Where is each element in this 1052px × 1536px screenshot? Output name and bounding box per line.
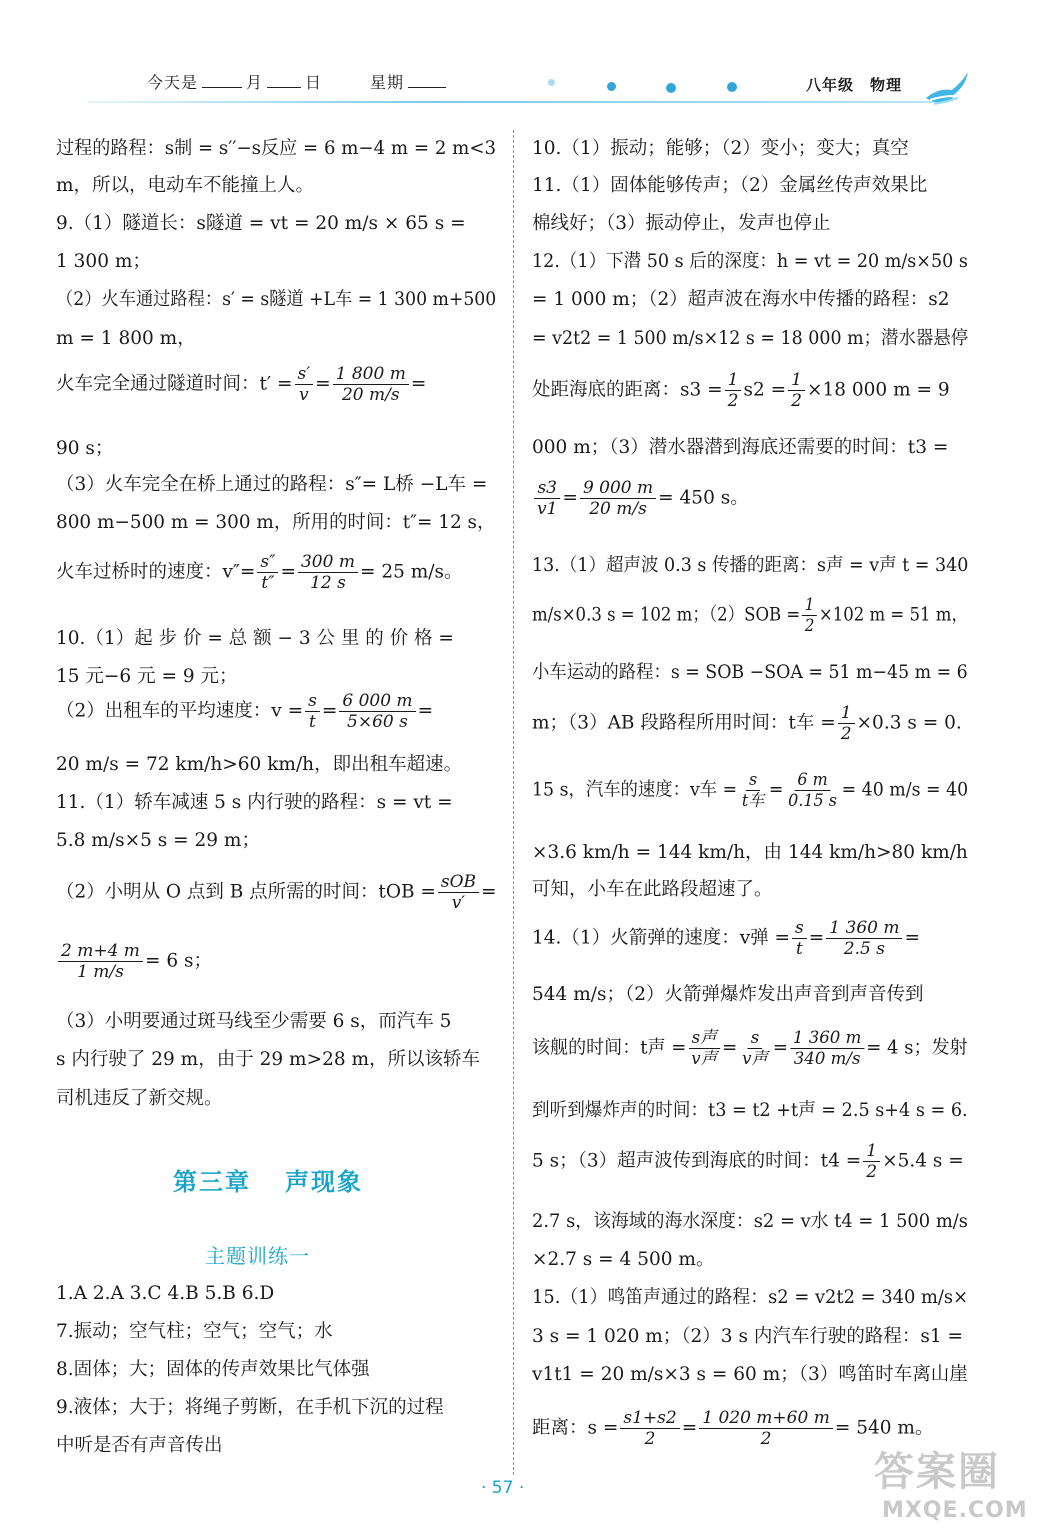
text-line xyxy=(532,878,773,902)
text-line xyxy=(532,327,968,351)
text-line xyxy=(56,1010,451,1034)
weekday-blank xyxy=(408,72,446,88)
watermark-url: MXQE.COM xyxy=(882,1498,1028,1523)
line-middle: = xyxy=(562,487,578,509)
line-text: 司机违反了新交规。 xyxy=(56,1088,223,1109)
fraction-denominator: 1 m/s xyxy=(77,962,124,982)
text-line xyxy=(532,703,962,744)
line-text: 可知，小车在此路段超速了。 xyxy=(532,879,773,900)
line-middle: = xyxy=(768,779,784,801)
text-line xyxy=(532,436,948,460)
today-label: 今天是 xyxy=(147,73,199,92)
fraction xyxy=(699,1408,833,1449)
weekday-label: 星期 xyxy=(370,73,405,92)
text-line xyxy=(56,753,462,777)
text-line xyxy=(532,1210,968,1234)
text-line xyxy=(532,1286,968,1310)
line-text: m，所以，电动车不能撞上人。 xyxy=(56,175,315,196)
line-text: v1t1 = 20 m/s×3 s = 60 m；（3）鸣笛时车离山崖 xyxy=(532,1364,968,1385)
fraction-numerator: 1 360 m xyxy=(826,918,902,939)
fraction xyxy=(792,918,807,959)
chapter-title: 声现象 xyxy=(285,1168,363,1196)
line-text: 小车运动的路程：s = SOB −SOA = 51 m−45 m = 6 xyxy=(532,662,968,683)
chapter-number: 第三章 xyxy=(173,1168,251,1196)
fraction-denominator: 340 m/s xyxy=(793,1049,861,1069)
line-text: 1.A 2.A 3.C 4.B 5.B 6.D xyxy=(56,1283,275,1304)
line-suffix: = 540 m。 xyxy=(834,1417,934,1439)
fraction xyxy=(863,1141,880,1182)
line-text: = 1 000 m；（2）超声波在海水中传播的路程：s2 xyxy=(532,289,950,310)
section-subtitle: 主题训练一 xyxy=(205,1244,310,1268)
text-line xyxy=(56,627,454,651)
fraction-numerator: 1 xyxy=(802,595,817,616)
fraction-numerator: s xyxy=(748,1028,762,1049)
grade-subject-label: 八年级 物理 xyxy=(806,76,903,94)
line-suffix: = 40 m/s = 40 xyxy=(841,779,969,801)
line-text: 棉线好；（3）振动停止，发声也停止 xyxy=(532,213,831,234)
month-label: 月 xyxy=(246,73,264,92)
fraction-denominator: v声 xyxy=(742,1049,769,1069)
line-text: 000 m；（3）潜水器潜到海底还需要的时间：t3 = xyxy=(532,437,949,458)
fraction-numerator: 1 xyxy=(863,1141,880,1162)
fraction-numerator: s3 xyxy=(534,478,560,499)
line-text: 8.固体；大；固体的传声效果比气体强 xyxy=(56,1359,370,1380)
decor-dot xyxy=(548,79,555,86)
line-text: （3）小明要通过斑马线至少需要 6 s，而汽车 5 xyxy=(56,1011,452,1032)
text-line xyxy=(56,174,314,198)
text-line xyxy=(56,137,496,161)
line-text: 10.（1）振动；能够；（2）变小；变大；真空 xyxy=(532,138,909,159)
text-line xyxy=(56,941,212,982)
fraction-denominator: t xyxy=(795,939,803,959)
line-middle: s2 = xyxy=(743,379,787,401)
text-line xyxy=(56,364,426,405)
text-line xyxy=(56,791,453,815)
line-text: 2.7 s，该海域的海水深度：s2 = v水 t4 = 1 500 m/s xyxy=(532,1211,968,1232)
text-line xyxy=(56,511,495,535)
fraction xyxy=(739,770,767,811)
text-line xyxy=(532,1099,968,1123)
text-line xyxy=(532,478,749,519)
line-text: 11.（1）固体能够传声；（2）金属丝传声效果比 xyxy=(532,175,928,196)
watermark-text: 答案圈 xyxy=(874,1449,1000,1495)
line-text: 7.振动；空气柱；空气；空气；水 xyxy=(56,1321,333,1342)
fraction-numerator: 2 m+4 m xyxy=(58,941,143,962)
chapter-heading xyxy=(173,1162,363,1197)
fraction-denominator: 2 xyxy=(866,1162,878,1182)
text-line xyxy=(532,1363,968,1387)
text-line xyxy=(532,1141,964,1182)
text-line xyxy=(56,829,260,853)
line-text: 10.（1）起 步 价 = 总 额 − 3 公 里 的 价 格 = xyxy=(56,628,454,649)
text-line xyxy=(532,770,968,811)
line-middle: = xyxy=(315,373,331,395)
fraction-denominator: 20 m/s xyxy=(341,385,400,405)
line-suffix: = 25 m/s。 xyxy=(359,561,463,583)
line-suffix: ×5.4 s = xyxy=(882,1150,964,1172)
line-text: ×3.6 km/h = 144 km/h，由 144 km/h>80 km/h xyxy=(532,842,968,863)
book-logo-icon xyxy=(924,68,970,108)
text-line xyxy=(56,1087,223,1111)
fraction-numerator: s″ xyxy=(257,552,278,573)
fraction xyxy=(802,595,817,636)
line-suffix: = 6 s； xyxy=(144,950,212,972)
text-line xyxy=(56,250,151,274)
text-line xyxy=(56,1396,444,1420)
line-suffix: = xyxy=(904,927,920,949)
fraction-numerator: 6 000 m xyxy=(339,691,415,712)
line-prefix: 15 s，汽车的速度：v车 = xyxy=(532,779,738,801)
text-line xyxy=(532,595,968,636)
fraction xyxy=(739,1028,771,1069)
day-label: 日 xyxy=(305,73,323,92)
line-suffix: ×102 m = 51 m， xyxy=(818,604,968,626)
text-line xyxy=(532,841,968,865)
fraction-denominator: 0.15 s xyxy=(788,791,837,811)
fraction xyxy=(534,478,560,519)
fraction-denominator: 5×60 s xyxy=(347,712,408,732)
text-line xyxy=(56,1048,480,1072)
line-prefix: 距离：s = xyxy=(532,1417,619,1439)
fraction-denominator: v xyxy=(299,385,309,405)
text-line xyxy=(56,288,496,312)
fraction-numerator: 1 xyxy=(725,370,742,391)
text-line xyxy=(532,288,950,312)
fraction xyxy=(333,364,409,405)
fraction xyxy=(58,941,143,982)
line-suffix: = 450 s。 xyxy=(658,487,749,509)
line-text: （3）火车完全在桥上通过的路程：s″= L桥 −L车 = xyxy=(56,474,488,495)
line-text: m = 1 800 m， xyxy=(56,328,196,349)
line-text: 15 元−6 元 = 9 元； xyxy=(56,666,238,687)
fraction-numerator: 300 m xyxy=(298,552,358,573)
line-prefix: 火车过桥时的速度：v″= xyxy=(56,561,256,583)
line-suffix: = 4 s；发射 xyxy=(866,1037,968,1059)
fraction-numerator: s xyxy=(305,691,320,712)
line-text: 800 m−500 m = 300 m，所用的时间：t″= 12 s， xyxy=(56,512,496,533)
line-middle: = xyxy=(681,1417,698,1439)
fraction-denominator: t″ xyxy=(261,573,275,593)
fraction-numerator: s xyxy=(792,918,807,939)
fraction-numerator: 1 800 m xyxy=(333,364,409,385)
page-header xyxy=(0,0,1052,112)
line-middle: = xyxy=(808,927,825,949)
fraction xyxy=(257,552,278,593)
line-text: 中听是否有声音传出 xyxy=(56,1435,223,1456)
watermark-logo xyxy=(868,1440,1048,1532)
line-prefix: 处距海底的距离：s3 = xyxy=(532,379,723,401)
line-suffix: = xyxy=(417,700,434,722)
line-text: 13.（1）超声波 0.3 s 传播的距离：s声 = v声 t = 340 xyxy=(532,555,969,576)
fraction xyxy=(826,918,902,959)
fraction-numerator: 6 m xyxy=(795,770,831,791)
text-line xyxy=(532,918,920,959)
column-divider xyxy=(513,130,514,1475)
text-line xyxy=(532,1325,963,1349)
fraction xyxy=(788,370,805,411)
line-text: 11.（1）轿车减速 5 s 内行驶的路程：s = vt = xyxy=(56,792,453,813)
text-line xyxy=(532,370,950,411)
fraction-numerator: s1+s2 xyxy=(620,1408,679,1429)
text-line xyxy=(56,1434,223,1458)
line-suffix: ×18 000 m = 9 xyxy=(806,379,950,401)
line-prefix: 14.（1）火箭弹的速度：v弹 = xyxy=(532,927,791,949)
text-line xyxy=(532,661,968,685)
text-line xyxy=(56,1282,274,1306)
fraction-denominator: v′ xyxy=(451,893,466,913)
decor-dot xyxy=(607,82,616,91)
line-middle: = xyxy=(321,700,338,722)
text-line xyxy=(56,437,113,461)
date-fields xyxy=(147,70,450,93)
fraction xyxy=(305,691,320,732)
fraction xyxy=(620,1408,679,1449)
text-line xyxy=(532,983,923,1007)
fraction xyxy=(785,770,839,811)
fraction-numerator: 1 xyxy=(838,703,855,724)
line-suffix: = xyxy=(480,881,497,903)
fraction-denominator: t车 xyxy=(741,791,765,811)
page-number: · 57 · xyxy=(481,1478,525,1498)
text-line xyxy=(56,691,433,732)
fraction xyxy=(438,872,479,913)
fraction xyxy=(580,478,656,519)
fraction-denominator: t xyxy=(309,712,316,732)
text-line xyxy=(56,552,463,593)
line-text: 9.液体；大于；将绳子剪断，在手机下沉的过程 xyxy=(56,1397,444,1418)
text-line xyxy=(532,212,831,236)
fraction-denominator: 12 s xyxy=(310,573,346,593)
fraction xyxy=(298,552,358,593)
line-middle: = xyxy=(722,1037,738,1059)
text-line xyxy=(532,1028,968,1069)
fraction-numerator: 9 000 m xyxy=(580,478,656,499)
fraction-numerator: 1 xyxy=(788,370,805,391)
line-text: s 内行驶了 29 m，由于 29 m>28 m，所以该轿车 xyxy=(56,1049,481,1070)
fraction xyxy=(725,370,742,411)
fraction-denominator: 2.5 s xyxy=(843,939,885,959)
line-prefix: （2）出租车的平均速度：v = xyxy=(56,700,304,722)
fraction-numerator: 1 360 m xyxy=(790,1028,864,1049)
line-text: 到听到爆炸声的时间：t3 = t2 +t声 = 2.5 s+4 s = 6. xyxy=(532,1100,968,1121)
line-text: 5.8 m/s×5 s = 29 m； xyxy=(56,830,260,851)
header-rule xyxy=(88,101,948,103)
fraction-denominator: 2 xyxy=(840,724,852,744)
fraction-denominator: 2 xyxy=(727,391,739,411)
fraction xyxy=(339,691,415,732)
text-line xyxy=(56,1358,370,1382)
line-prefix: 5 s；（3）超声波传到海底的时间：t4 = xyxy=(532,1150,862,1172)
line-text: 12.（1）下潜 50 s 后的深度：h = vt = 20 m/s×50 s xyxy=(532,251,968,272)
line-middle: = xyxy=(280,561,296,583)
text-line xyxy=(532,174,927,198)
month-blank xyxy=(202,72,242,88)
text-line xyxy=(532,250,968,274)
text-line xyxy=(56,872,496,913)
fraction-denominator: 2 xyxy=(644,1429,656,1449)
line-text: 544 m/s；（2）火箭弹爆炸发出声音到声音传到 xyxy=(532,984,924,1005)
line-suffix: = xyxy=(410,373,427,395)
line-text: 20 m/s = 72 km/h>60 km/h，即出租车超速。 xyxy=(56,754,463,775)
line-text: = v2t2 = 1 500 m/s×12 s = 18 000 m；潜水器悬停 xyxy=(532,328,969,349)
line-text: 过程的路程：s制 = s′′−s反应 = 6 m−4 m = 2 m<3 xyxy=(56,138,497,159)
text-line xyxy=(532,554,968,578)
line-prefix: m；（3）AB 段路程所用时间：t车 = xyxy=(532,712,836,734)
fraction xyxy=(688,1028,720,1069)
day-blank xyxy=(267,72,301,88)
fraction-numerator: s声 xyxy=(689,1028,720,1049)
decor-dot xyxy=(727,82,737,92)
fraction-numerator: 1 020 m+60 m xyxy=(699,1408,833,1429)
fraction-denominator: v声 xyxy=(691,1049,718,1069)
line-text: 3 s = 1 020 m；（2）3 s 内汽车行驶的路程：s1 = xyxy=(532,1326,963,1347)
line-prefix: 该舰的时间：t声 = xyxy=(532,1037,687,1059)
line-middle: = xyxy=(772,1037,789,1059)
text-line xyxy=(56,327,196,351)
text-line xyxy=(532,1248,714,1272)
line-text: （2）火车通过路程：s′ = s隧道 +L车 = 1 300 m+500 xyxy=(56,289,497,310)
line-text: 15.（1）鸣笛声通过的路程：s2 = v2t2 = 340 m/s× xyxy=(532,1287,969,1308)
fraction xyxy=(790,1028,864,1069)
fraction-denominator: 2 xyxy=(760,1429,772,1449)
line-text: ×2.7 s = 4 500 m。 xyxy=(532,1249,715,1270)
text-line xyxy=(56,1320,333,1344)
fraction xyxy=(295,364,314,405)
text-line xyxy=(532,137,909,161)
fraction-numerator: s xyxy=(746,770,760,791)
line-prefix: m/s×0.3 s = 102 m；（2）SOB = xyxy=(532,604,801,626)
fraction-denominator: 2 xyxy=(791,391,802,411)
fraction-numerator: s′ xyxy=(295,364,314,385)
fraction xyxy=(838,703,855,744)
fraction-denominator: 20 m/s xyxy=(589,499,647,519)
line-prefix: 火车完全通过隧道时间：t′ = xyxy=(56,373,293,395)
text-line xyxy=(56,473,487,497)
line-suffix: ×0.3 s = 0. xyxy=(856,712,962,734)
line-text: 9.（1）隧道长：s隧道 = vt = 20 m/s × 65 s = xyxy=(56,213,466,234)
line-prefix: （2）小明从 O 点到 B 点所需的时间：tOB = xyxy=(56,881,436,903)
fraction-denominator: v1 xyxy=(537,499,558,519)
decor-dot xyxy=(666,83,676,93)
fraction-denominator: 2 xyxy=(804,616,815,636)
text-line xyxy=(56,665,238,689)
line-text: 1 300 m； xyxy=(56,251,151,272)
line-text: 90 s； xyxy=(56,438,114,459)
fraction-numerator: sOB xyxy=(438,872,479,893)
text-line xyxy=(56,212,466,236)
